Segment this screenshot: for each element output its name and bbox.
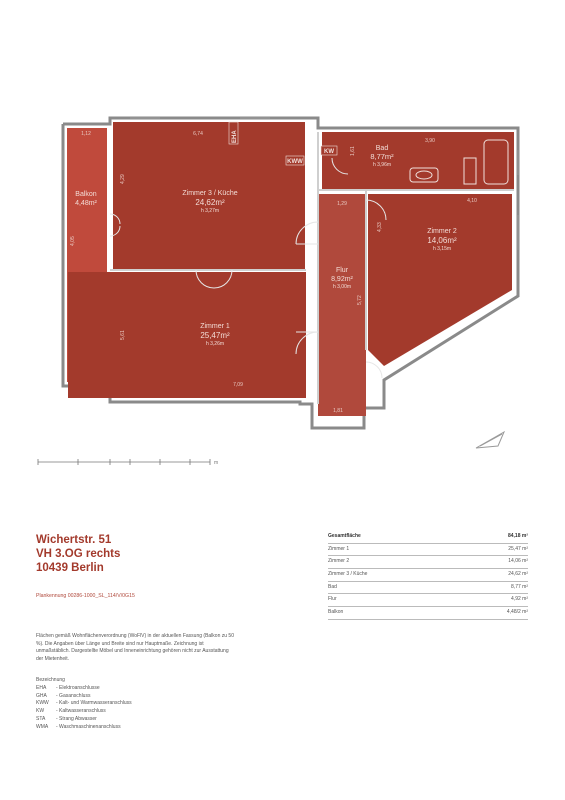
address-city: 10439 Berlin: [36, 562, 104, 574]
zimmer1-name: Zimmer 1: [200, 323, 230, 330]
area-row: Bad 8,77 m²: [328, 582, 528, 595]
zimmer2-area: 14,06m²: [427, 236, 457, 245]
address-unit: VH 3.OG rechts: [36, 548, 121, 560]
balkon-name: Balkon: [75, 191, 97, 198]
legend-row: KW - Kaltwasseranschluss: [36, 708, 106, 715]
area-row: Zimmer 3 / Küche 24,62 m²: [328, 569, 528, 582]
flur-area: 8,92m²: [331, 276, 353, 283]
area-row: Zimmer 2 14,06 m²: [328, 556, 528, 569]
dim-flur-bottom: 1,81: [333, 408, 343, 414]
legend-row: STA - Strang Abwasser: [36, 715, 97, 722]
zimmer3-name: Zimmer 3 / Küche: [182, 190, 238, 197]
dim-balkon-side: 4,05: [70, 236, 76, 246]
bad-height: h 3,96m: [372, 162, 392, 168]
area-table: [328, 531, 528, 620]
dim-zimmer2-side: 4,33: [377, 222, 383, 232]
zimmer1-height: h 3,26m: [205, 341, 225, 347]
bad-name: Bad: [375, 145, 389, 152]
zimmer3-height: h 3,27m: [200, 208, 220, 214]
legend-title: Bezeichnung: [36, 677, 65, 683]
legend-row: GHA - Gasanschluss: [36, 692, 91, 699]
eha-symbol: EHA: [232, 130, 238, 143]
zimmer3-area: 24,62m²: [195, 198, 225, 207]
flur-height: h 3,00m: [332, 284, 352, 290]
north-arrow-icon: [476, 432, 504, 448]
scale-unit: m: [214, 460, 219, 466]
balkon-area: 4,48m²: [75, 200, 97, 207]
dim-zimmer1-bottom: 7,09: [233, 382, 243, 388]
room-zimmer1: [68, 272, 306, 398]
address-block: [36, 533, 120, 575]
legend-row: KWW - Kalt- und Warmwasseranschluss: [36, 700, 132, 707]
area-row: Flur 4,92 m²: [328, 594, 528, 607]
dim-flur-top: 1,29: [337, 201, 347, 207]
area-note: Flächen gemäß Wohnflächenverordnung (WoFlV) in der aktuellen Fassung (Balkon zu 50 %). Die Angaben über Länge und Breite sind nur Hauptmaße. Zeichnung ist unmaßstäblich. Dargestellte Möbel und Inneneinrichtung gehören nicht zur Ausstattung der Mietenheit.: [36, 633, 234, 662]
dim-zimmer1-side: 5,61: [120, 330, 126, 340]
dim-flur-side: 5,72: [357, 295, 363, 305]
dim-zimmer3-top: 6,74: [193, 131, 203, 137]
zimmer2-height: h 3,15m: [432, 246, 452, 252]
dim-bad-top: 3,90: [425, 138, 435, 144]
dim-balkon-top: 1,12: [81, 131, 91, 137]
bad-area: 8,77m²: [370, 152, 394, 161]
flur-name: Flur: [335, 267, 349, 274]
kww-symbol: KWW: [287, 159, 303, 165]
address-street: Wichertstr. 51: [36, 534, 112, 546]
scale-bar: [38, 459, 210, 465]
dim-zimmer2-top: 4,10: [467, 198, 477, 204]
kw-symbol: KW: [324, 149, 334, 155]
zimmer2-name: Zimmer 2: [427, 228, 457, 235]
area-row-total: Gesamtfläche 84,18 m²: [328, 531, 528, 544]
room-zimmer2: [368, 194, 512, 366]
zimmer1-area: 25,47m²: [200, 331, 230, 340]
area-row: Balkon 4,48/2 m²: [328, 607, 528, 620]
legend-row: EHA - Elektroanschlusse: [36, 684, 100, 691]
legend: [36, 677, 132, 732]
plan-reference: Plankennung 00286-1000_SL_114/V/0G15: [36, 593, 135, 599]
legend-row: WMA - Waschmaschinenanschluss: [36, 723, 121, 730]
dim-zimmer3-side: 4,29: [120, 174, 126, 184]
area-row: Zimmer 1 25,47 m²: [328, 544, 528, 557]
dim-bad-side: 1,61: [350, 146, 356, 156]
